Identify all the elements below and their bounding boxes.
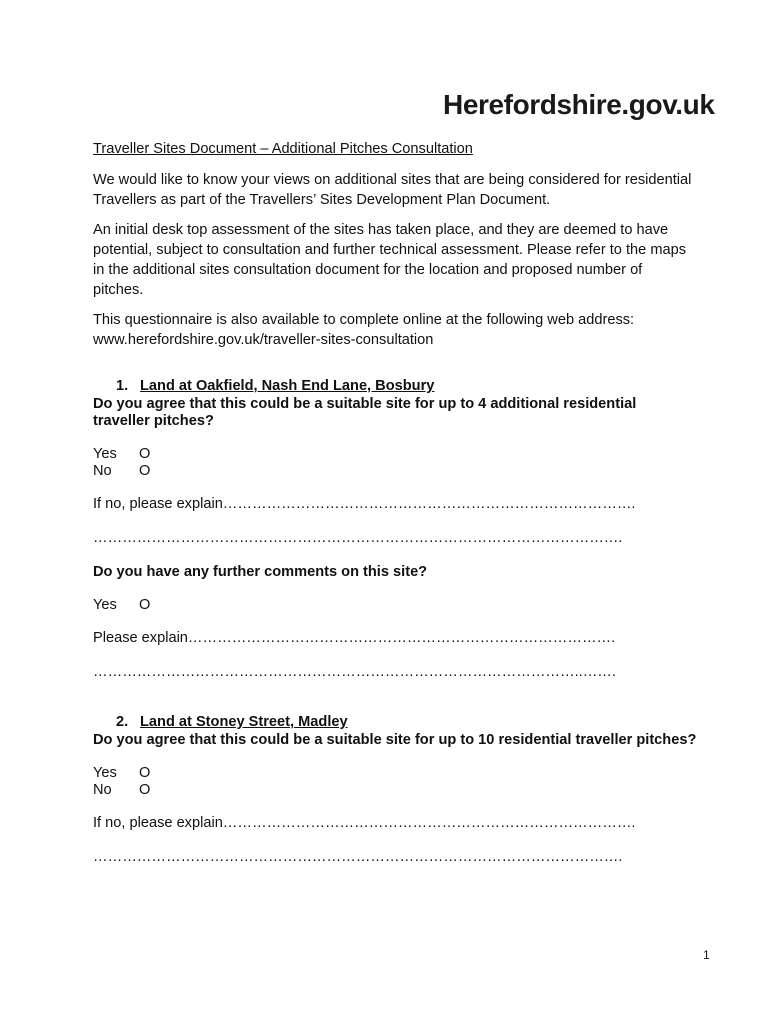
radio-circle-icon[interactable]: O — [139, 765, 151, 781]
question-1-further-blank-line[interactable]: ………………………………………………………………………………………..……. — [93, 664, 616, 680]
question-1-further-explain-line[interactable]: Please explain……………………………………………………………………………. — [93, 630, 616, 646]
radio-circle-icon[interactable]: O — [139, 782, 151, 798]
option-label: Yes — [93, 597, 117, 613]
radio-circle-icon[interactable]: O — [139, 446, 151, 462]
question-1-further-comments: Do you have any further comments on this site? — [93, 564, 428, 580]
question-1-further-option-yes[interactable] — [93, 596, 150, 614]
question-2-text: Do you agree that this could be a suitable site for up to 10 residential traveller pitches? — [93, 732, 697, 748]
question-2-site-title: Land at Stoney Street, Madley — [140, 714, 348, 730]
question-2-explain-line[interactable]: If no, please explain…………………………………………………………………………. — [93, 815, 636, 831]
intro-paragraph-3: This questionnaire is also available to complete online at the following web address: www.herefordshire.gov.uk/traveller-sites-consultation — [93, 312, 635, 348]
option-label: No — [93, 782, 112, 798]
question-2-blank-line[interactable]: ………………………………………………………………………………………………. — [93, 849, 623, 865]
document-title: Traveller Sites Document – Additional Pitches Consultation — [93, 141, 473, 157]
question-1-option-no[interactable] — [93, 462, 150, 480]
question-1-site-title: Land at Oakfield, Nash End Lane, Bosbury — [140, 378, 435, 394]
question-1-explain-line[interactable]: If no, please explain…………………………………………………………………………. — [93, 496, 636, 512]
option-label: Yes — [93, 446, 117, 462]
page-number: 1 — [703, 948, 710, 962]
option-label: No — [93, 463, 112, 479]
intro-paragraph-2: An initial desk top assessment of the sites has taken place, and they are deemed to have potential, subject to consultation and further technical assessment. Please refer to the maps in the additional sites consultation document for the location and proposed number of pitches. — [93, 222, 686, 298]
question-1-text: Do you agree that this could be a suitable site for up to 4 additional residential traveller pitches? — [93, 396, 637, 429]
question-2-option-no[interactable] — [93, 781, 150, 799]
question-1-blank-line[interactable]: ………………………………………………………………………………………………. — [93, 530, 623, 546]
question-2-option-yes[interactable] — [93, 764, 150, 782]
herefordshire-logo — [443, 85, 715, 125]
radio-circle-icon[interactable]: O — [139, 597, 151, 613]
question-1-option-yes[interactable] — [93, 445, 150, 463]
question-1-number: 1. — [116, 378, 129, 394]
logo-text: Herefordshire.gov.uk — [443, 89, 715, 120]
question-2-number: 2. — [116, 714, 129, 730]
radio-circle-icon[interactable]: O — [139, 463, 151, 479]
option-label: Yes — [93, 765, 117, 781]
intro-paragraph-1: We would like to know your views on additional sites that are being considered for residential Travellers as part of the Travellers’ Sites Development Plan Document. — [93, 172, 692, 208]
